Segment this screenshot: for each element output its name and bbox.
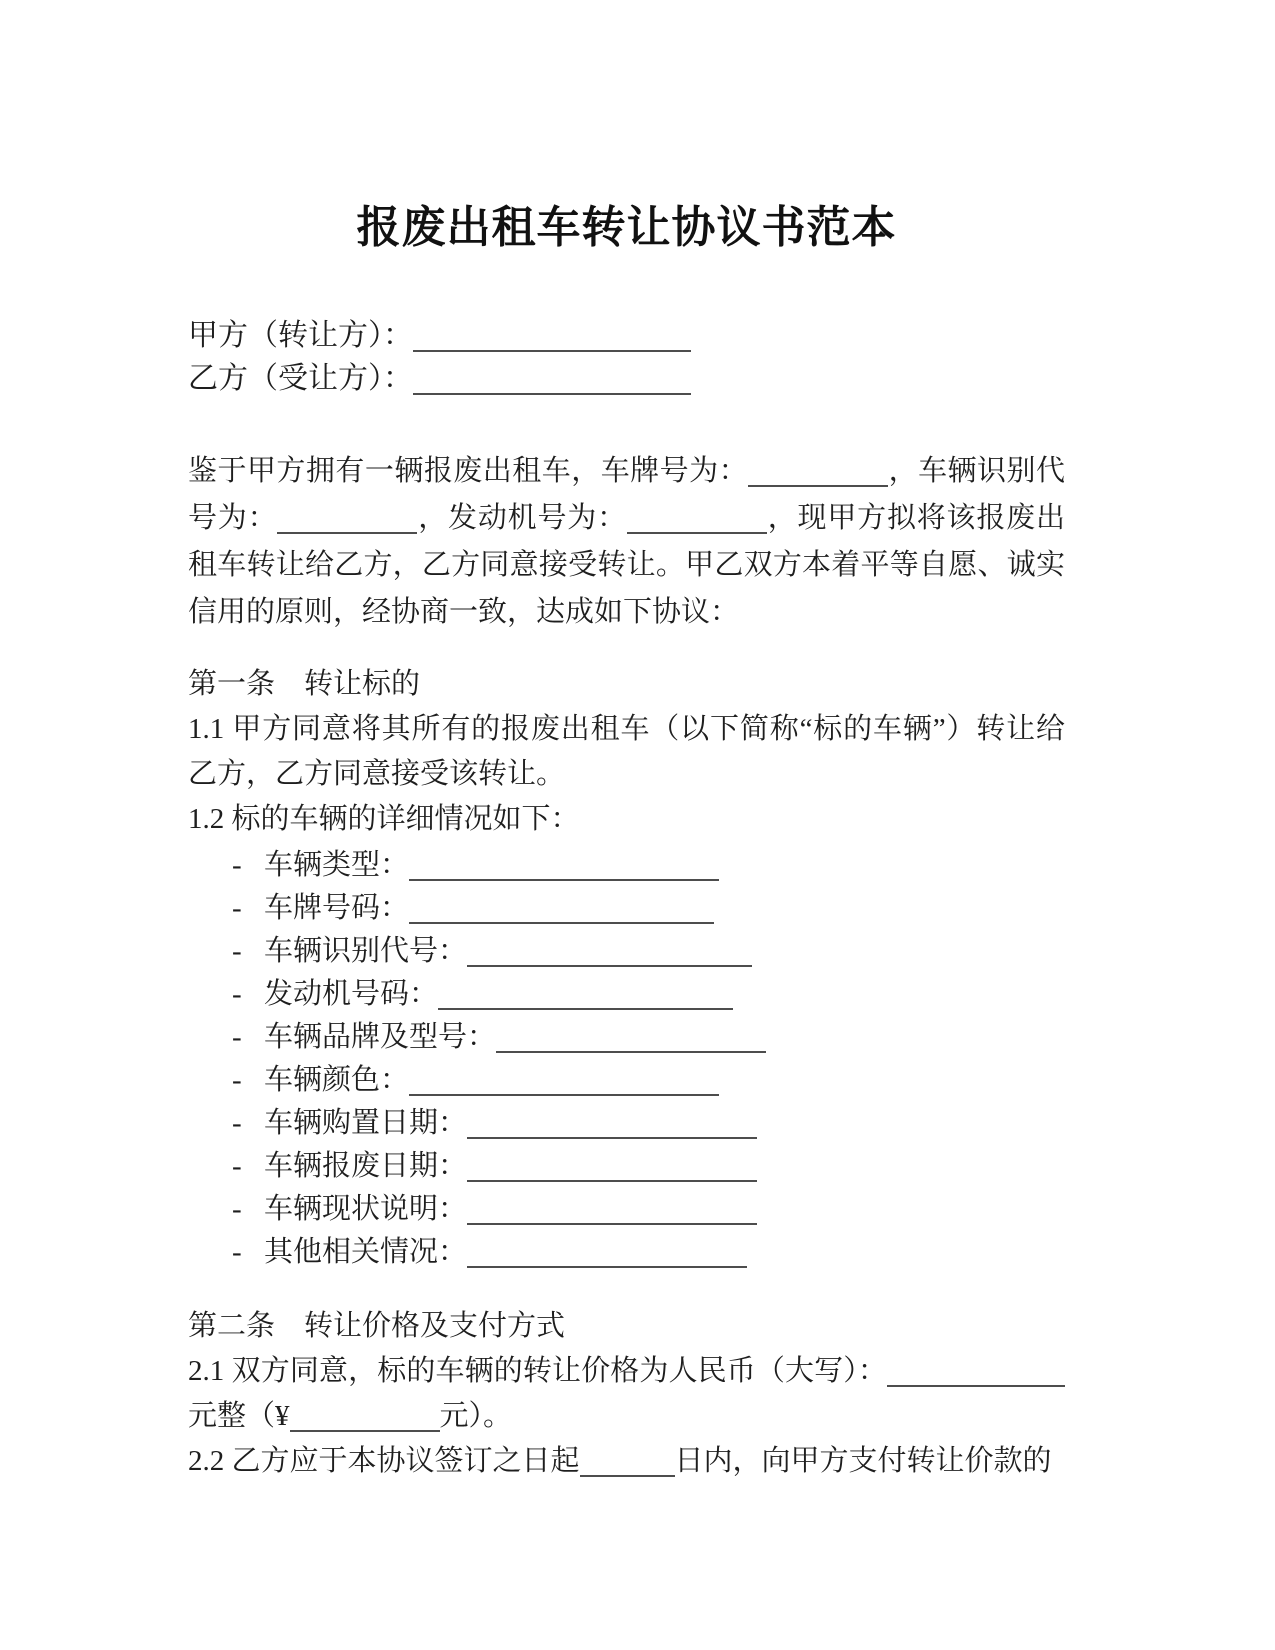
list-dash: -: [232, 978, 242, 1010]
vehicle-detail-item: [188, 1059, 1065, 1102]
clause-2-1-text-2: 元整（¥: [188, 1400, 290, 1432]
vehicle-item-label: 车辆品牌及型号：: [264, 1021, 497, 1053]
vehicle-item-label: 车辆类型：: [264, 849, 410, 881]
vehicle-item-label: 车辆颜色：: [264, 1064, 410, 1096]
clause-2-2-text-1: 2.2 乙方应于本协议签订之日起: [188, 1445, 580, 1477]
vin-blank-line: [277, 504, 417, 534]
preamble-paragraph: [188, 448, 1065, 636]
vehicle-item-blank-line: [467, 937, 752, 967]
vehicle-item-blank-line: [467, 1109, 757, 1139]
vehicle-detail-item: [188, 1231, 1065, 1274]
vehicle-item-label: 车牌号码：: [264, 892, 410, 924]
vehicle-item-blank-line: [467, 1195, 757, 1225]
clause-1-1: 1.1 甲方同意将其所有的报废出租车（以下简称“标的车辆”）转让给乙方，乙方同意接受该转让。: [188, 713, 1065, 790]
vehicle-detail-item: [188, 1188, 1065, 1231]
clause-2-2: [188, 1439, 1065, 1484]
preamble-text-2: ，车辆识别代号为：: [188, 455, 1065, 534]
vehicle-item-label: 车辆购置日期：: [264, 1107, 468, 1139]
list-dash: -: [232, 935, 242, 967]
list-dash: -: [232, 1021, 242, 1053]
list-dash: -: [232, 1107, 242, 1139]
clause-2-1-text-3: 元）。: [439, 1400, 513, 1432]
vehicle-item-label: 其他相关情况：: [264, 1236, 468, 1268]
vehicle-item-label: 发动机号码：: [264, 978, 439, 1010]
vehicle-detail-item: [188, 1145, 1065, 1188]
vehicle-detail-item: [188, 1016, 1065, 1059]
party-a-line: [188, 314, 1065, 357]
vehicle-detail-item: [188, 844, 1065, 887]
list-dash: -: [232, 892, 242, 924]
vehicle-detail-list: [188, 844, 1065, 1274]
vehicle-item-blank-line: [496, 1023, 766, 1053]
vehicle-item-blank-line: [409, 894, 714, 924]
party-b-label: 乙方（受让方）：: [188, 362, 413, 395]
vehicle-item-blank-line: [409, 851, 719, 881]
section-1-heading: 第一条 转让标的: [188, 668, 421, 700]
preamble-text-4: ，现甲方拟将该报废出租车转让给乙方，乙方同意接受转让。甲乙双方本着平等自愿、诚实信用的原则，经协商一致，达成如下协议：: [188, 502, 1065, 628]
preamble-text-3: ，发动机号为：: [417, 502, 627, 534]
party-b-line: [188, 357, 1065, 400]
preamble-text-1: 鉴于甲方拥有一辆报废出租车，车牌号为：: [188, 455, 749, 487]
list-dash: -: [232, 1150, 242, 1182]
vehicle-item-label: 车辆识别代号：: [264, 935, 468, 967]
vehicle-item-blank-line: [438, 980, 733, 1010]
plate-number-blank-line: [748, 457, 888, 487]
party-a-label: 甲方（转让方）：: [188, 319, 413, 352]
vehicle-detail-item: [188, 973, 1065, 1016]
vehicle-item-label: 车辆报废日期：: [264, 1150, 468, 1182]
price-capital-blank-line: [887, 1357, 1065, 1387]
vehicle-item-blank-line: [467, 1152, 757, 1182]
vehicle-detail-item: [188, 887, 1065, 930]
engine-number-blank-line: [627, 504, 767, 534]
parties-block: [188, 314, 1065, 400]
clause-2-1-text-1: 2.1 双方同意，标的车辆的转让价格为人民币（大写）：: [188, 1355, 887, 1387]
vehicle-item-label: 车辆现状说明：: [264, 1193, 468, 1225]
payment-days-blank-line: [580, 1447, 675, 1477]
clause-1-2: 1.2 标的车辆的详细情况如下：: [188, 803, 580, 835]
vehicle-item-blank-line: [409, 1066, 719, 1096]
party-b-blank-line: [413, 365, 691, 395]
list-dash: -: [232, 1193, 242, 1225]
clause-2-1: [188, 1349, 1065, 1439]
vehicle-detail-item: [188, 1102, 1065, 1145]
vehicle-item-blank-line: [467, 1238, 747, 1268]
list-dash: -: [232, 1064, 242, 1096]
page-title: 报废出租车转让协议书范本: [356, 203, 897, 252]
section-2-heading: 第二条 转让价格及支付方式: [188, 1310, 566, 1342]
price-number-blank-line: [290, 1402, 440, 1432]
party-a-blank-line: [413, 322, 691, 352]
vehicle-detail-item: [188, 930, 1065, 973]
clause-2-2-text-2: 日内，向甲方支付转让价款的: [674, 1445, 1052, 1477]
list-dash: -: [232, 849, 242, 881]
list-dash: -: [232, 1236, 242, 1268]
